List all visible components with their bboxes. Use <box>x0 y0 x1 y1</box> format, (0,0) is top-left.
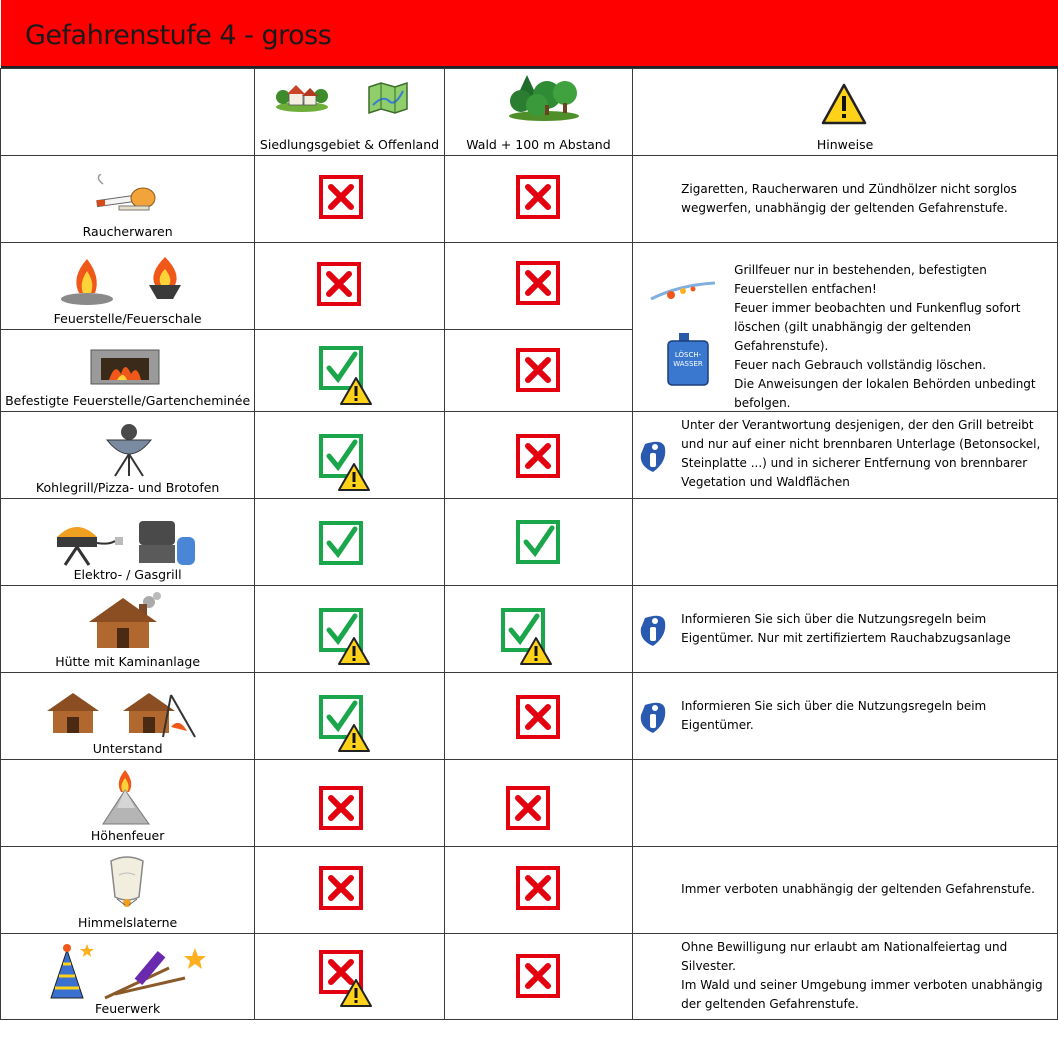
info-icon <box>637 612 669 648</box>
row-label: Befestigte Feuerstelle/Gartencheminée <box>5 393 251 408</box>
row-label: Hütte mit Kaminanlage <box>55 654 201 669</box>
warning-icon <box>337 462 371 492</box>
row-label: Feuerstelle/Feuerschale <box>53 311 202 326</box>
forest-cell <box>444 156 632 243</box>
header-forest-label: Wald + 100 m Abstand <box>466 137 611 152</box>
note-text: Immer verboten unabhängig der geltenden Gefahrenstufe. <box>681 882 1035 896</box>
forest-cell <box>444 499 632 586</box>
settlement-cell <box>255 673 444 760</box>
x-mark-icon <box>317 262 361 306</box>
note-cell <box>633 934 1058 1020</box>
forest-cell <box>444 847 632 934</box>
row-label: Höhenfeuer <box>90 828 165 843</box>
settlement-cell <box>255 760 444 847</box>
settlement-cell <box>255 499 444 586</box>
note-cell <box>633 847 1058 934</box>
table-row <box>1 412 1058 499</box>
svg-text:WASSER: WASSER <box>673 360 703 368</box>
x-mark-icon <box>516 261 560 305</box>
warning-icon <box>519 636 553 666</box>
svg-text:LÖSCH-: LÖSCH- <box>675 351 702 359</box>
row-label: Elektro- / Gasgrill <box>73 567 182 582</box>
row-label-cell <box>1 673 255 760</box>
sky-lantern-icon <box>105 855 149 915</box>
header-row <box>1 69 1058 156</box>
page-title: Gefahrenstufe 4 - gross <box>25 20 332 51</box>
electric-gas-grill-icon <box>53 515 203 569</box>
x-mark-icon <box>516 866 560 910</box>
settlement-cell <box>255 586 444 673</box>
note-cell <box>633 586 1058 673</box>
table-row <box>1 760 1058 847</box>
header-empty-cell <box>1 69 255 156</box>
header-notes-label: Hinweise <box>816 137 874 152</box>
note-cell <box>633 760 1058 847</box>
forest-cell <box>444 760 632 847</box>
note-text: Informieren Sie sich über die Nutzungsregeln beim Eigentümer. Nur mit zertifiziertem Rauchabzugsanlage <box>681 612 1011 645</box>
forest-cell <box>444 673 632 760</box>
forest-cell <box>444 412 632 499</box>
header-settlement <box>255 69 444 156</box>
note-text: Zigaretten, Raucherwaren und Zündhölzer nicht sorglos wegwerfen, unabhängig der geltenden Gefahrenstufe. <box>681 182 1017 215</box>
note-text: Unter der Verantwortung desjenigen, der den Grill betreibt und nur auf einer nicht brennbaren Unterlage (Betonsockel, Steinplatte ...) und in sicherer Entfernung von brennbarer Vegetation und Waldflächen <box>681 418 1041 489</box>
merged-note-text: Grillfeuer nur in bestehenden, befestigten Feuerstellen entfachen! Feuer immer beobachten und Funkenflug sofort löschen (gilt unabhängig der geltenden Gefahrenstufe). Feuer nach Gebrauch vollständig löschen. Die Anweisungen der lokalen Behörden unbedingt befolgen. <box>734 263 1036 410</box>
warning-icon <box>337 723 371 753</box>
settlement-cell <box>255 412 444 499</box>
warning-icon <box>821 83 867 125</box>
table-row <box>1 499 1058 586</box>
x-mark-icon <box>516 348 560 392</box>
check-mark-icon <box>319 521 363 565</box>
header-settlement-label: Siedlungsgebiet & Offenland <box>259 137 440 152</box>
header-notes <box>633 69 1058 156</box>
table-row <box>1 243 1058 330</box>
fireworks-icon <box>45 942 215 1002</box>
warning-icon <box>339 978 373 1008</box>
x-mark-icon <box>516 434 560 478</box>
smoking-icon <box>91 174 159 214</box>
settlement-cell <box>255 330 444 412</box>
settlement-cell <box>255 243 444 330</box>
forest-cell <box>444 586 632 673</box>
note-cell <box>633 156 1058 243</box>
shelter-icon <box>45 689 197 739</box>
row-label: Himmelslaterne <box>78 915 178 930</box>
forest-cell <box>444 330 632 412</box>
x-mark-icon <box>516 175 560 219</box>
charcoal-grill-icon <box>101 420 157 478</box>
campfire-icon <box>57 255 189 307</box>
header-forest <box>444 69 632 156</box>
summit-fire-icon <box>101 768 151 826</box>
warning-icon <box>339 376 373 406</box>
settlement-cell <box>255 847 444 934</box>
x-mark-icon <box>319 866 363 910</box>
table-row <box>1 673 1058 760</box>
row-label-cell <box>1 412 255 499</box>
row-label: Feuerwerk <box>95 1001 161 1016</box>
note-text: Ohne Bewilligung nur erlaubt am Nationalfeiertag und Silvester. Im Wald und seiner Umgebung immer verboten unabhängig der geltenden Gefahrenstufe. <box>681 940 1043 1011</box>
info-icon <box>637 438 669 474</box>
forest-cell <box>444 934 632 1020</box>
forest-cell <box>444 243 632 330</box>
table-row <box>1 847 1058 934</box>
table-row <box>1 586 1058 673</box>
row-label: Unterstand <box>92 741 163 756</box>
settlement-cell <box>255 934 444 1020</box>
row-label: Kohlegrill/Pizza- und Brotofen <box>35 480 220 495</box>
water-canister-icon <box>665 333 711 387</box>
row-label: Raucherwaren <box>82 224 173 239</box>
forest-icon <box>507 71 581 121</box>
x-mark-icon <box>506 786 550 830</box>
x-mark-icon <box>319 175 363 219</box>
note-cell <box>633 673 1058 760</box>
row-label-cell <box>1 934 255 1020</box>
row-label-cell <box>1 760 255 847</box>
table-row <box>1 156 1058 243</box>
row-label-cell <box>1 330 255 412</box>
row-label-cell <box>1 499 255 586</box>
check-mark-icon <box>516 520 560 564</box>
info-icon <box>637 699 669 735</box>
hut-icon <box>87 592 165 652</box>
map-icon <box>367 81 409 115</box>
village-icon <box>275 79 329 113</box>
x-mark-icon <box>516 954 560 998</box>
settlement-cell <box>255 156 444 243</box>
x-mark-icon <box>516 695 560 739</box>
warning-icon <box>337 636 371 666</box>
note-cell <box>633 499 1058 586</box>
row-label-cell <box>1 156 255 243</box>
note-text: Informieren Sie sich über die Nutzungsregeln beim Eigentümer. <box>681 699 987 732</box>
note-cell <box>633 412 1058 499</box>
row-label-cell <box>1 243 255 330</box>
title-bar <box>1 0 1058 68</box>
spark-icon <box>649 279 717 305</box>
x-mark-icon <box>319 786 363 830</box>
row-label-cell <box>1 586 255 673</box>
row-label-cell <box>1 847 255 934</box>
fireplace-icon <box>89 346 161 386</box>
table-row <box>1 934 1058 1020</box>
fire-rules-table <box>0 68 1058 1020</box>
merged-note-cell <box>633 243 1058 412</box>
